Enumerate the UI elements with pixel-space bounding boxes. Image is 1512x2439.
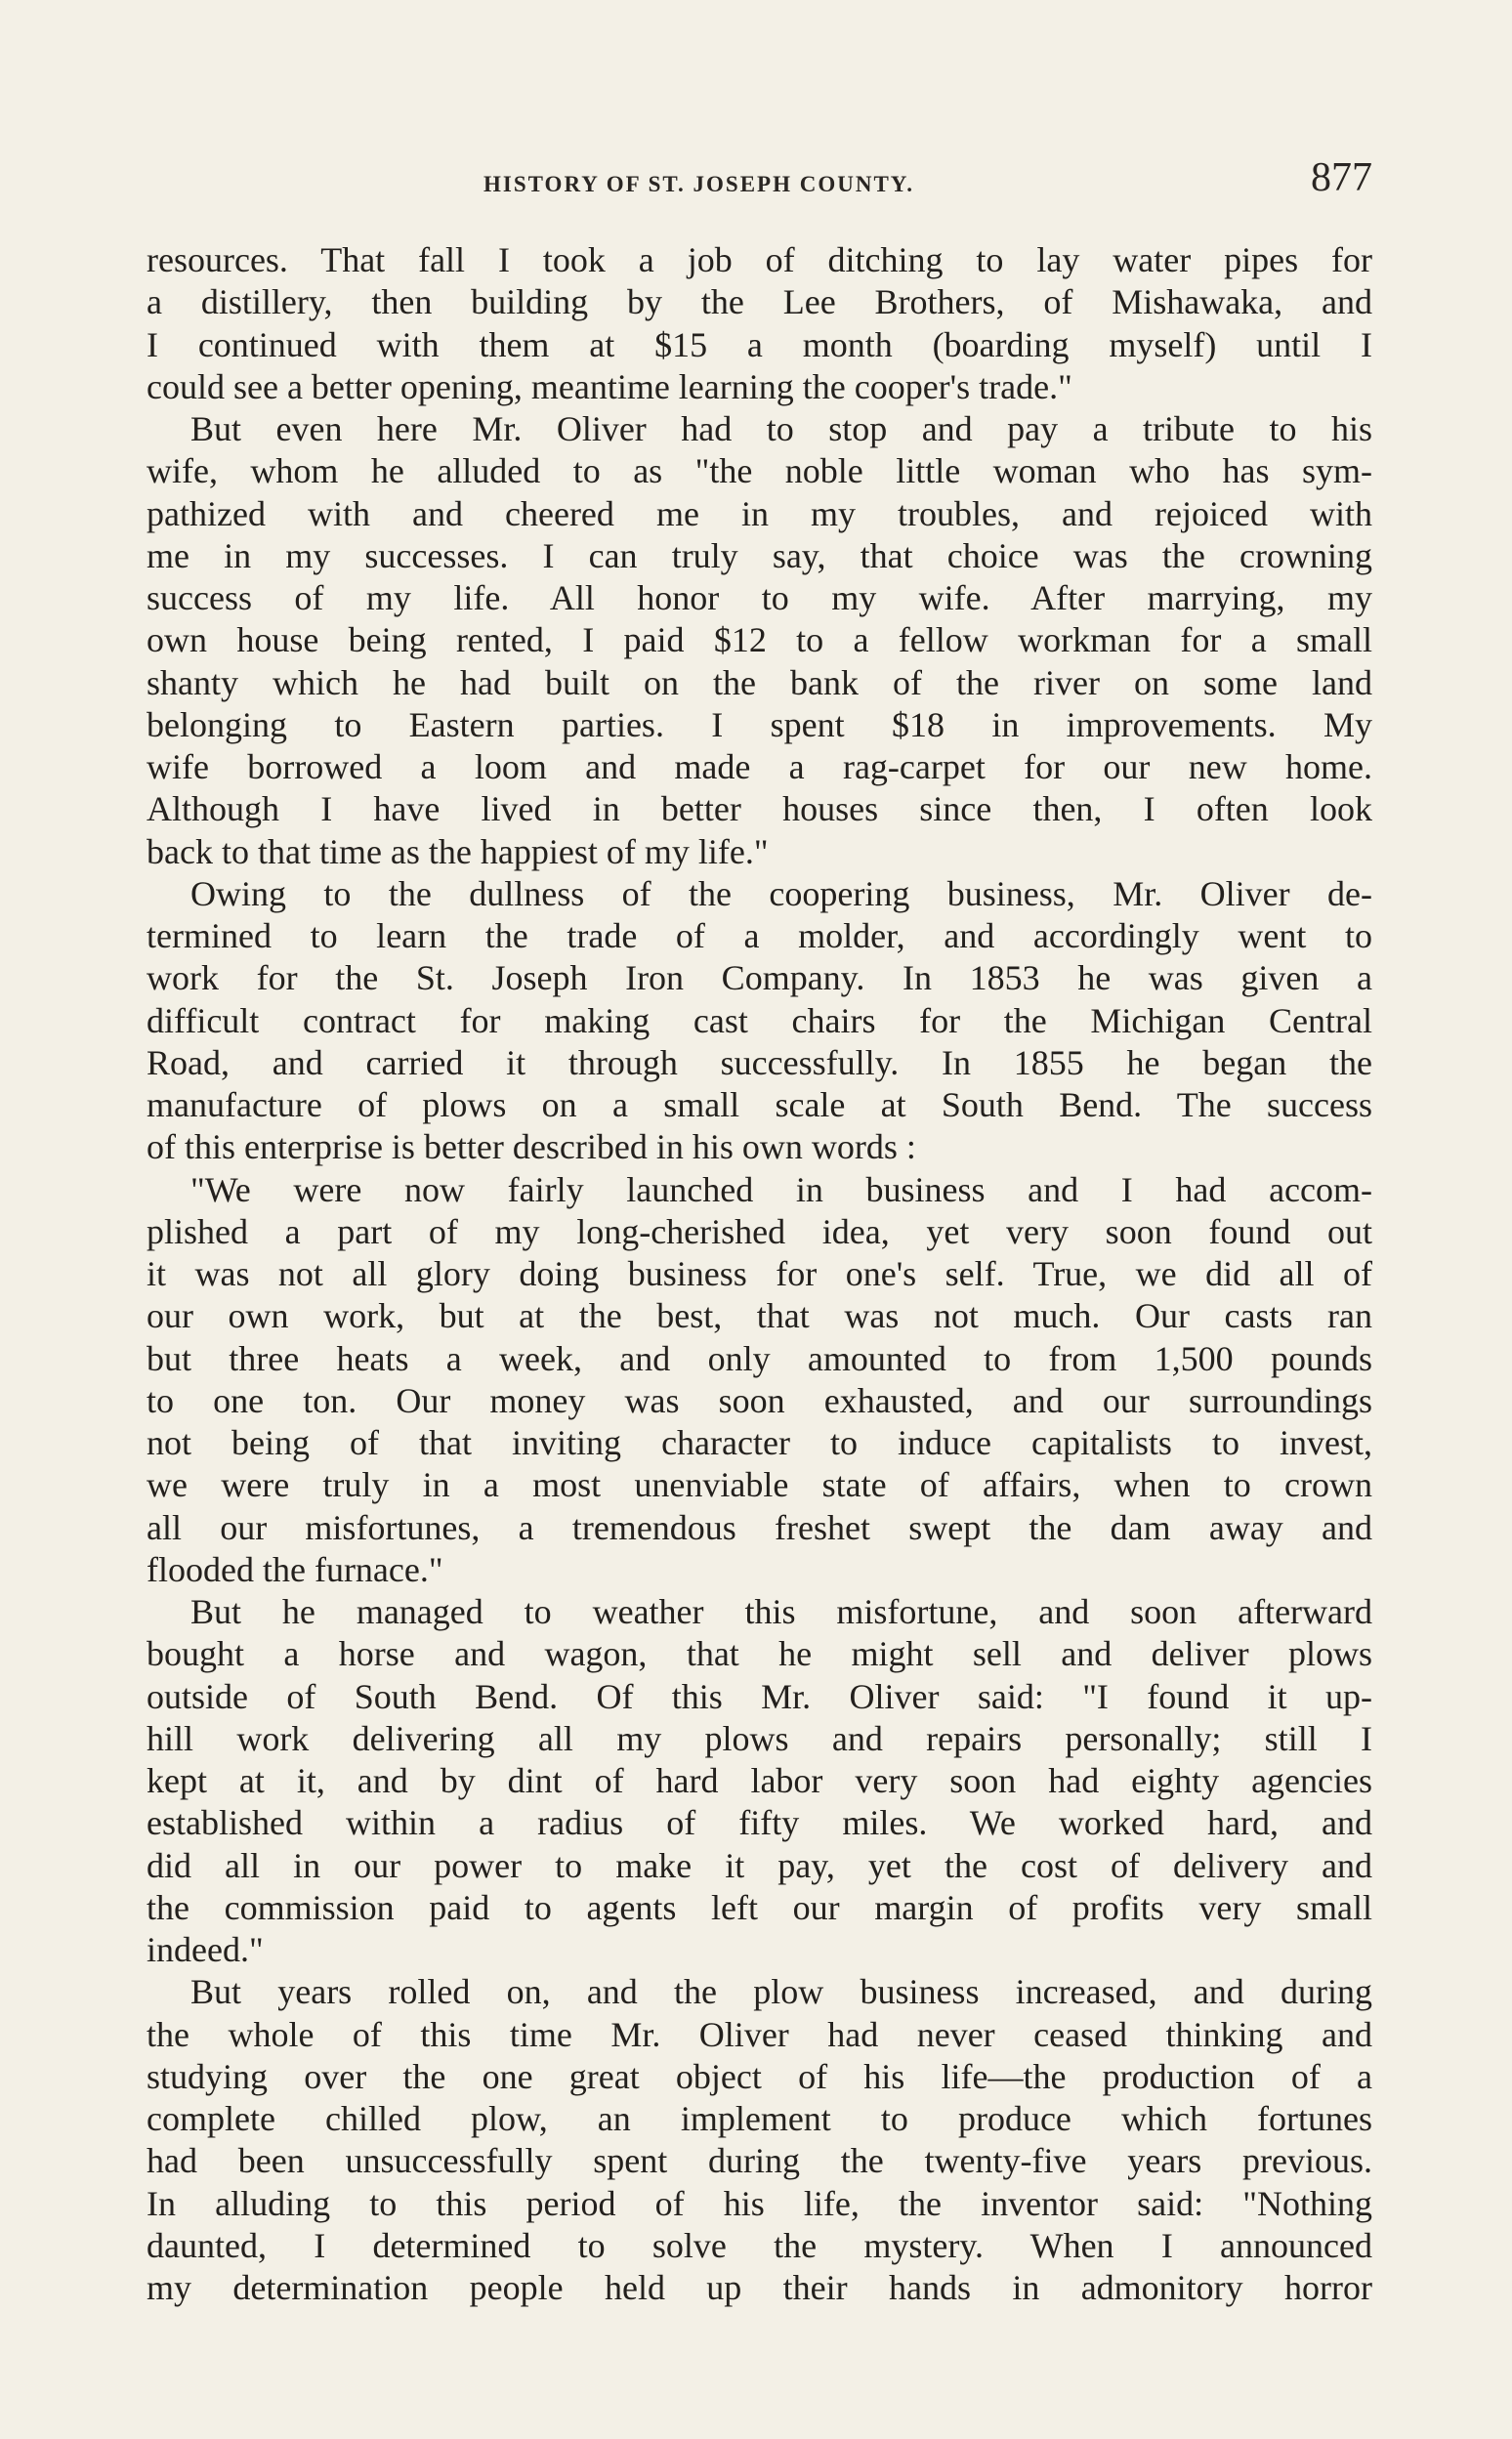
text-line: had been unsuccessfully spent during the twenty-five years previous.: [147, 2141, 1372, 2181]
text-line: indeed.": [147, 1930, 264, 1969]
text-line: complete chilled plow, an implement to produce which fortunes: [147, 2099, 1372, 2138]
page-number: 877: [1311, 155, 1372, 200]
text-line: back to that time as the happiest of my life.": [147, 831, 769, 871]
text-line: difficult contract for making cast chairs for the Michigan Central: [147, 1000, 1372, 1040]
text-line: our own work, but at the best, that was not much. Our casts ran: [147, 1296, 1372, 1336]
text-line: plished a part of my long-cherished idea, yet very soon found out: [147, 1211, 1372, 1251]
text-line: daunted, I determined to solve the mystery. When I announced: [147, 2225, 1372, 2265]
text-line: studying over the one great object of his life—the production of a: [147, 2056, 1372, 2096]
text-line: Road, and carried it through successfully. In 1855 he began the: [147, 1042, 1372, 1082]
text-line: But even here Mr. Oliver had to stop and pay a tribute to his: [190, 409, 1372, 448]
text-line: I continued with them at $15 a month (boarding myself) until I: [147, 324, 1372, 364]
text-line: kept at it, and by dint of hard labor very soon had eighty agencies: [147, 1761, 1372, 1800]
text-line: all our misfortunes, a tremendous freshet swept the dam away and: [147, 1507, 1372, 1547]
text-line: but three heats a week, and only amounted to from 1,500 pounds: [147, 1338, 1372, 1378]
text-line: outside of South Bend. Of this Mr. Oliver said: "I found it up-: [147, 1676, 1372, 1716]
text-line: "We were now fairly launched in business and I had accom-: [190, 1169, 1372, 1209]
text-line: belonging to Eastern parties. I spent $18 in improvements. My: [147, 704, 1372, 744]
text-line: wife, whom he alluded to as "the noble little woman who has sym-: [147, 451, 1372, 491]
text-line: could see a better opening, meantime learning the cooper's trade.": [147, 366, 1072, 406]
running-title: HISTORY OF ST. JOSEPH COUNTY.: [483, 172, 915, 196]
running-head: [147, 154, 1372, 213]
text-line: Owing to the dullness of the coopering business, Mr. Oliver de-: [190, 873, 1372, 913]
text-line: termined to learn the trade of a molder, and accordingly went to: [147, 916, 1372, 955]
text-line: work for the St. Joseph Iron Company. In 1853 he was given a: [147, 958, 1372, 998]
text-line: success of my life. All honor to my wife. After marrying, my: [147, 578, 1372, 617]
text-line: we were truly in a most unenviable state of affairs, when to crown: [147, 1465, 1372, 1505]
text-line: resources. That fall I took a job of ditching to lay water pipes for: [147, 240, 1372, 279]
text-line: of this enterprise is better described in his own words :: [147, 1127, 916, 1167]
text-line: manufacture of plows on a small scale at South Bend. The success: [147, 1085, 1372, 1124]
text-line: Although I have lived in better houses since then, I often look: [147, 789, 1372, 829]
text-line: But he managed to weather this misfortune, and soon afterward: [190, 1592, 1372, 1631]
body-text: [147, 239, 1372, 2309]
text-line: own house being rented, I paid $12 to a fellow workman for a small: [147, 620, 1372, 660]
text-line: bought a horse and wagon, that he might sell and deliver plows: [147, 1634, 1372, 1674]
text-line: a distillery, then building by the Lee Brothers, of Mishawaka, and: [147, 282, 1372, 322]
text-line: But years rolled on, and the plow business increased, and during: [190, 1972, 1372, 2012]
text-line: the commission paid to agents left our margin of profits very small: [147, 1887, 1372, 1927]
text-line: flooded the furnace.": [147, 1549, 443, 1589]
text-line: shanty which he had built on the bank of the river on some land: [147, 662, 1372, 702]
text-line: me in my successes. I can truly say, that choice was the crowning: [147, 535, 1372, 575]
text-line: In alluding to this period of his life, the inventor said: "Nothing: [147, 2183, 1372, 2223]
text-line: hill work delivering all my plows and repairs personally; still I: [147, 1718, 1372, 1758]
text-line: pathized with and cheered me in my troubles, and rejoiced with: [147, 493, 1372, 533]
text-line: it was not all glory doing business for one's self. True, we did all of: [147, 1254, 1372, 1293]
text-line: did all in our power to make it pay, yet the cost of delivery and: [147, 1845, 1372, 1885]
text-line: not being of that inviting character to induce capitalists to invest,: [147, 1423, 1372, 1462]
text-line: established within a radius of fifty miles. We worked hard, and: [147, 1803, 1372, 1843]
text-line: to one ton. Our money was soon exhausted, and our surroundings: [147, 1380, 1372, 1420]
text-line: the whole of this time Mr. Oliver had never ceased thinking and: [147, 2014, 1372, 2054]
text-line: wife borrowed a loom and made a rag-carpet for our new home.: [147, 747, 1372, 786]
text-line: my determination people held up their hands in admonitory horror: [147, 2268, 1372, 2307]
